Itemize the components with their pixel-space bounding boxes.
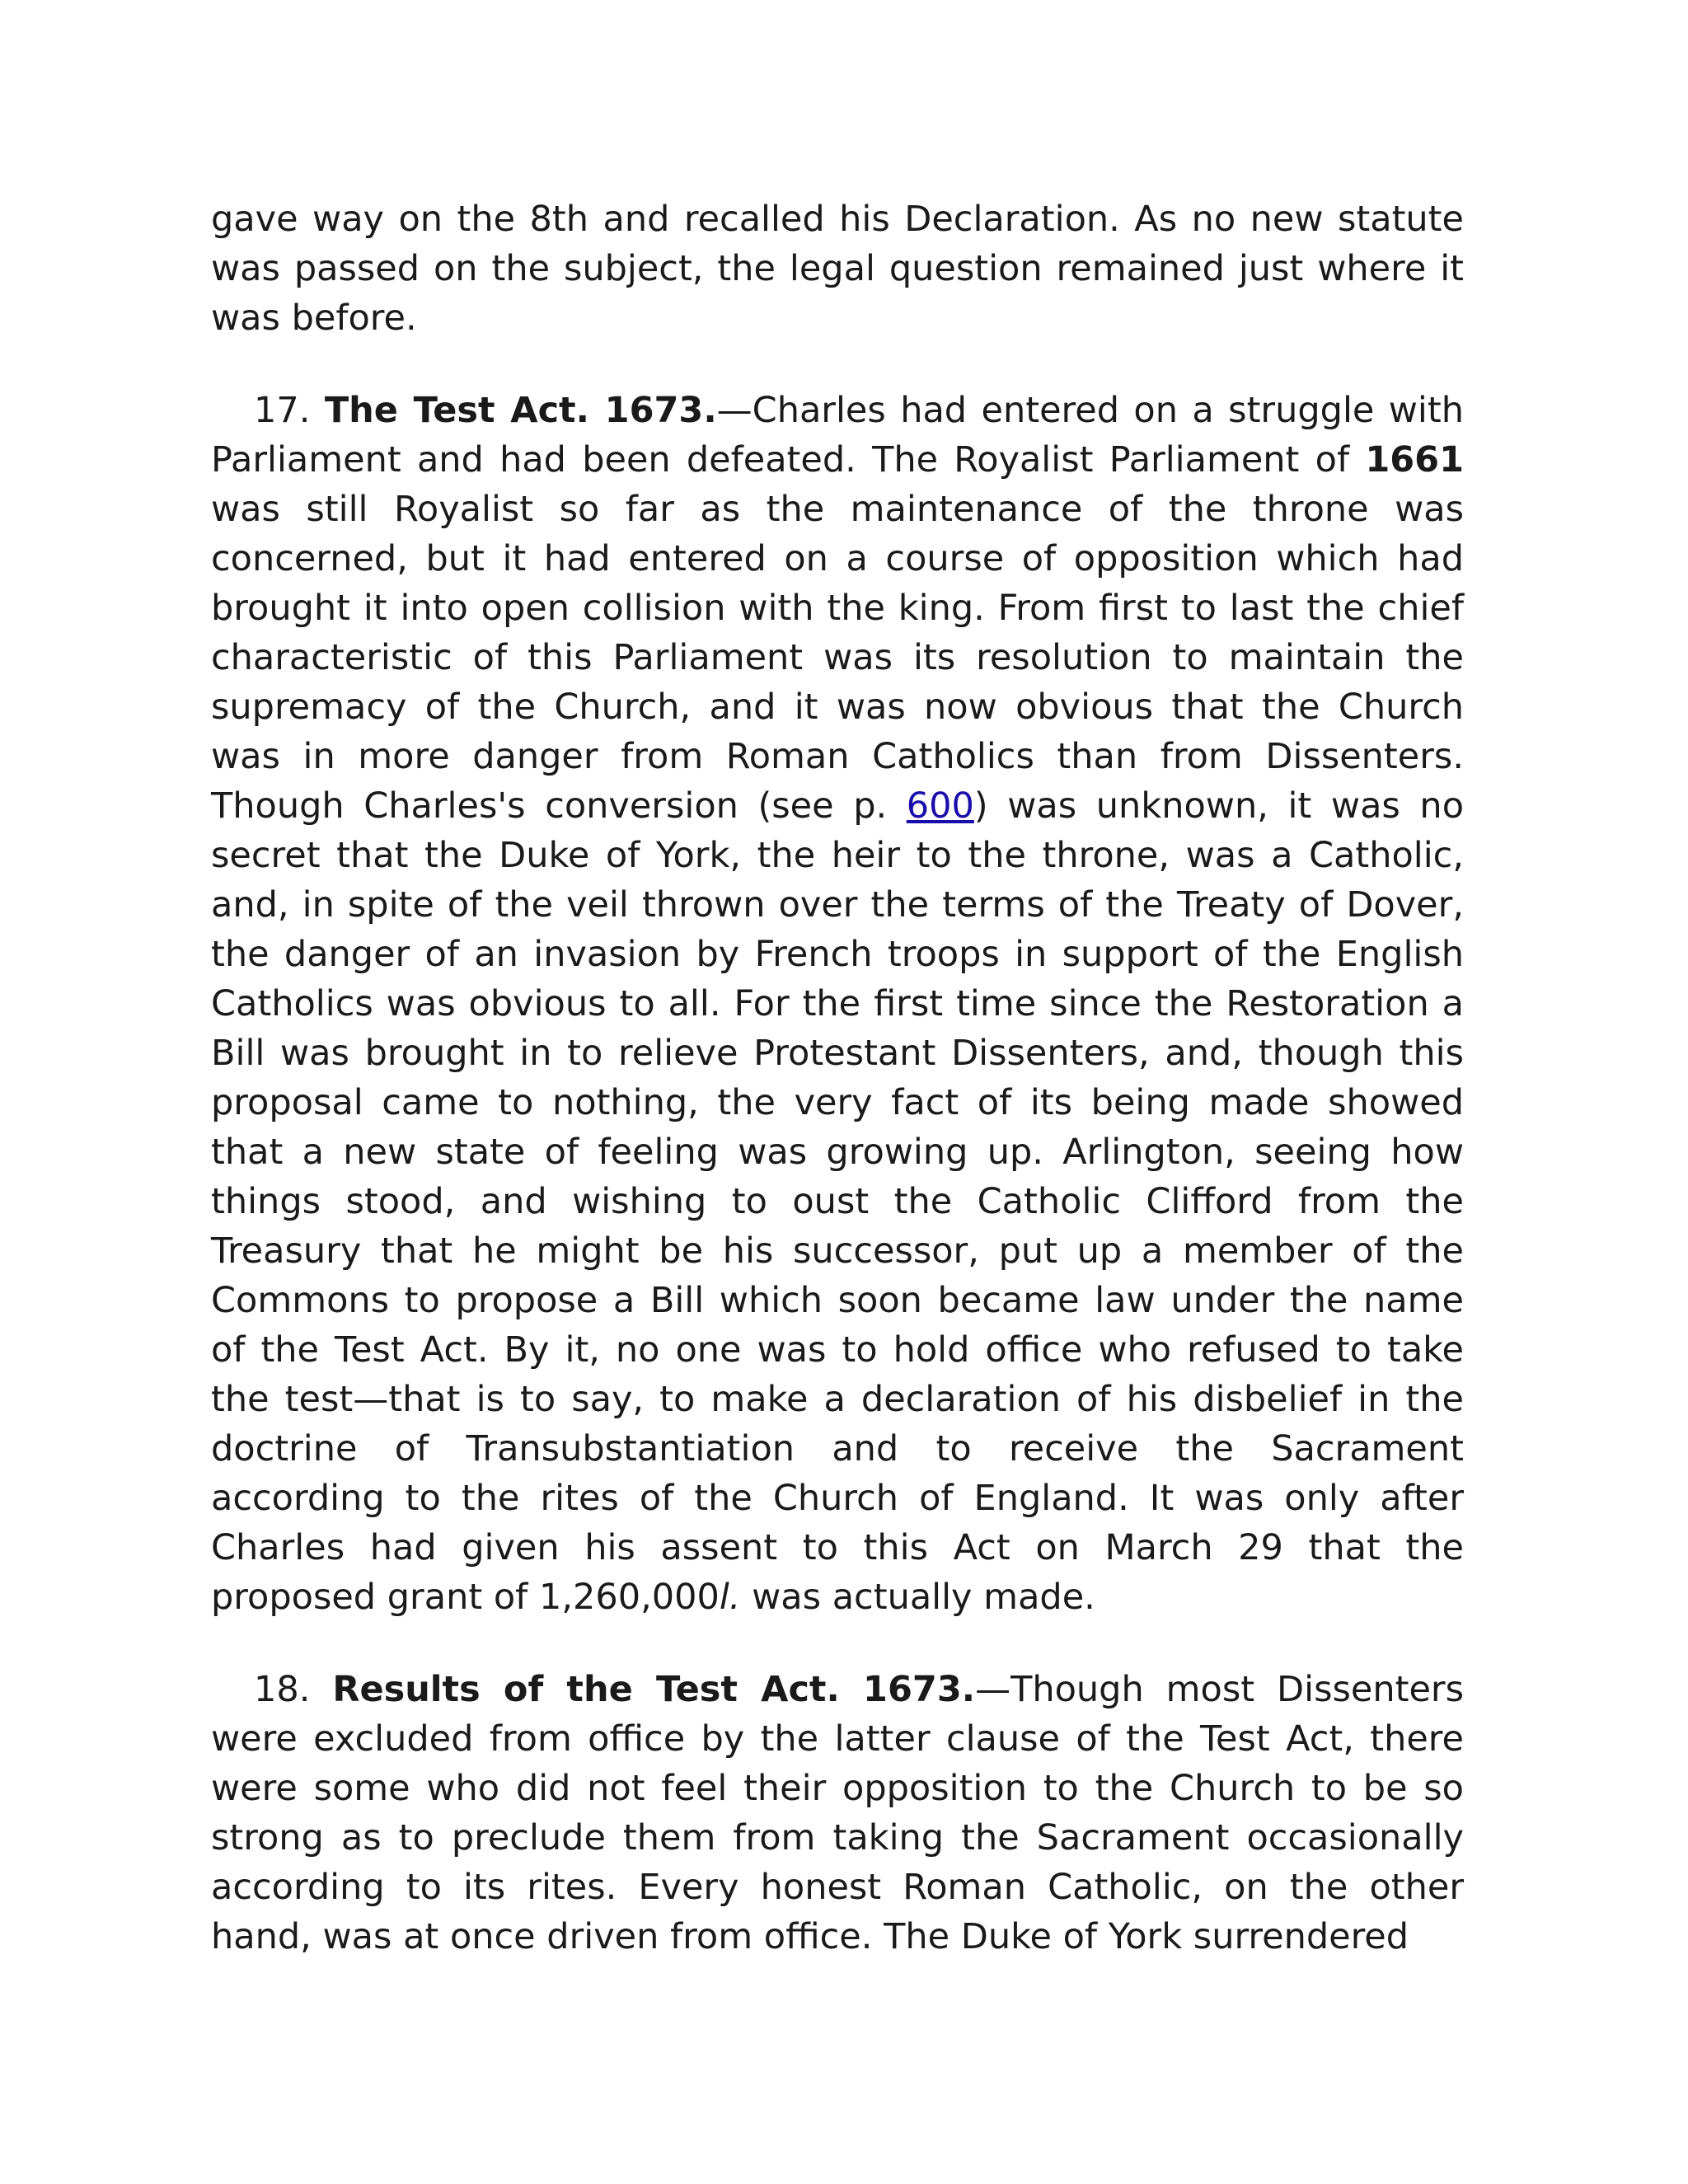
bold-year: 1661	[1365, 439, 1464, 480]
paragraph-text: ) was unknown, it was no secret that the Duke of York, the heir to the throne, was a Catholic, and, in spite of the veil thrown over the terms of the Treaty of Dover, the danger of an invasion by French troops in support of the English Catholics was obvious to all. For the first time since the Restoration a Bill was brought in to relieve Protestant Dissenters, and, though this proposal came to nothing, the very fact of its being made showed that a new state of feeling was growing up. Arlington, seeing how things stood, and wishing to oust the Catholic Clifford from the Treasury that he might be his successor, put up a member of the Commons to propose a Bill which soon became law under the name of the Test Act. By it, no one was to hold office who refused to take the test—that is to say, to make a declaration of his disbelief in the doctrine of Transubstantiation and to receive the Sacrament according to the rites of the Church of England. It was only after Charles had given his assent to this Act on March 29 that the proposed grant of 1,260,000	[211, 785, 1464, 1618]
paragraph-text: was still Royalist so far as the maintenance of the throne was concerned, but it had entered on a course of opposition which had brought it into open collision with the king. From first to last the chief characteristic of this Parliament was its resolution to maintain the supremacy of the Church, and it was now obvious that the Church was in more danger from Roman Catholics than from Dissenters. Though Charles's conversion (see p.	[211, 489, 1464, 827]
paragraph-text: gave way on the 8th and recalled his Declaration. As no new statute was passed on the subject, the legal question remained just where it was before.	[211, 199, 1464, 339]
section-heading: Results of the Test Act. 1673.	[332, 1669, 976, 1710]
paragraph-text: —Charles had entered on a struggle with Parliament and had been defeated. The Royalist Parliament of	[211, 390, 1464, 480]
page-body	[211, 194, 1464, 1961]
paragraph-text: —Though most Dissenters were excluded from office by the latter clause of the Test Act, there were some who did not feel their opposition to the Church to be so strong as to preclude them from taking the Sacrament occasionally according to its rites. Every honest Roman Catholic, on the other hand, was at once driven from office. The Duke of York surrendered	[211, 1669, 1465, 1957]
pound-abbreviation: l.	[719, 1577, 741, 1618]
page-reference-link[interactable]: 600	[906, 785, 974, 827]
paragraph-continuation	[211, 194, 1464, 343]
section-17-paragraph	[211, 386, 1464, 1622]
section-number: 18.	[254, 1669, 311, 1710]
paragraph-text: was actually made.	[740, 1577, 1095, 1618]
section-number: 17.	[254, 390, 311, 431]
section-18-paragraph	[211, 1665, 1464, 1961]
section-heading: The Test Act. 1673.	[324, 390, 717, 431]
